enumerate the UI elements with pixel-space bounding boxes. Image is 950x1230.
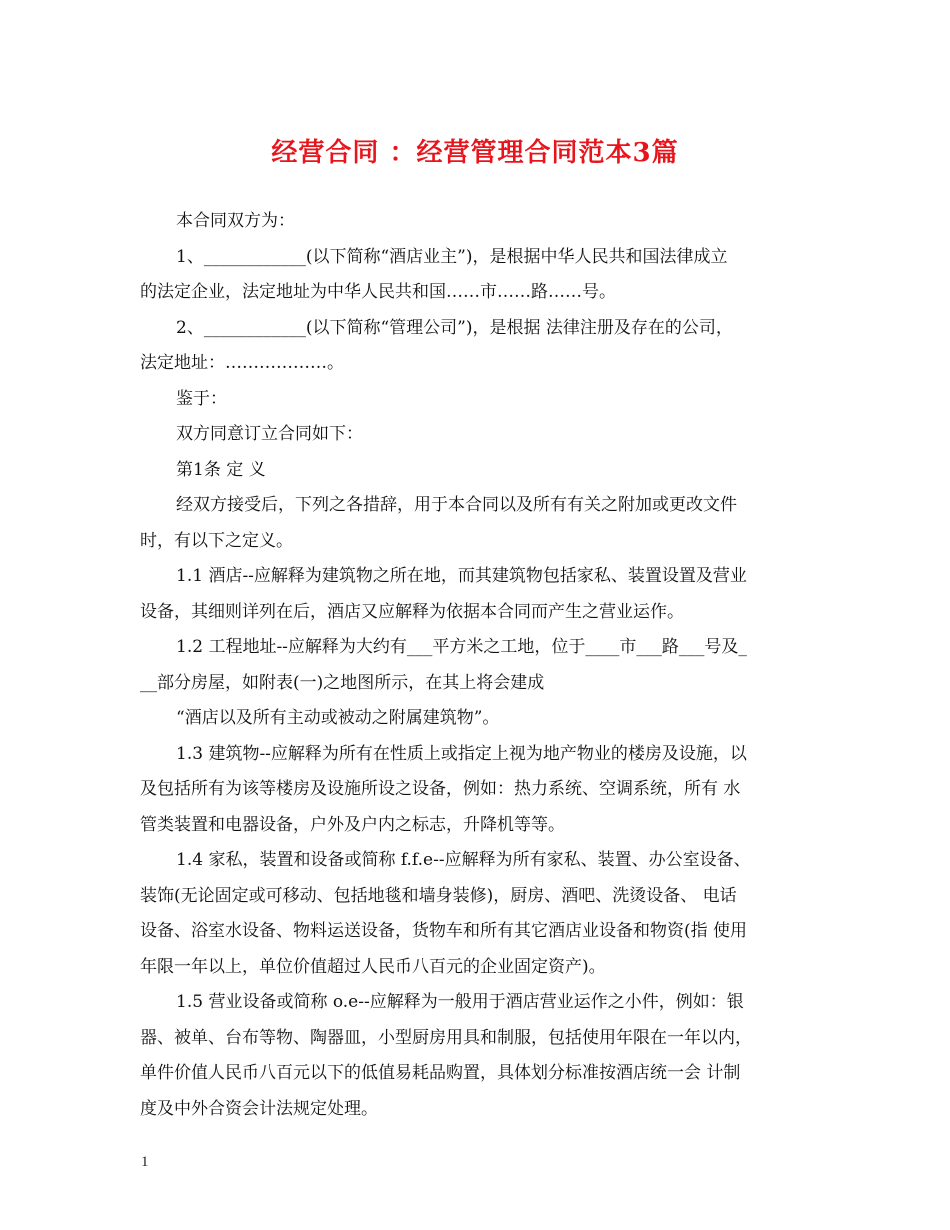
paragraph-line: 1.4 家私，装置和设备或简称 f.f.e--应解释为所有家私、装置、办公室设备、 <box>176 850 751 870</box>
paragraph-line: 装饰(无论固定或可移动、包括地毯和墙身装修)，厨房、酒吧、洗烫设备、 电话 <box>140 885 737 906</box>
paragraph-line: “酒店以及所有主动或被动之附属建筑物”。 <box>176 708 500 728</box>
document-title: 经营合同 ：经营管理合同范本3篇 <box>271 138 679 168</box>
paragraph-line: 度及中外合资会计法规定处理。 <box>140 1098 378 1119</box>
paragraph-line: 1.2 工程地址--应解释为大约有___平方米之工地，位于____市___路___号及_ <box>176 637 747 657</box>
paragraph-line: 单件价值人民币八百元以下的低值易耗品购置，具体划分标准按酒店统一会 计制 <box>140 1063 741 1083</box>
paragraph-line: 1、____________(以下简称“酒店业主”)，是根据中华人民共和国法律成立 <box>176 246 728 267</box>
paragraph-line: 1.3 建筑物--应解释为所有在性质上或指定上视为地产物业的楼房及设施，以 <box>176 743 747 764</box>
paragraph-line: 1.5 营业设备或简称 o.e--应解释为一般用于酒店营业运作之小件，例如：银 <box>176 992 744 1012</box>
paragraph-line: 鉴于： <box>176 388 227 409</box>
paragraph-line: 的法定企业，法定地址为中华人民共和国……市……路……号。 <box>140 282 616 302</box>
page-number: 1 <box>141 1154 149 1170</box>
paragraph-line: 及包括所有为该等楼房及设施所设之设备，例如：热力系统、空调系统，所有 水 <box>140 779 741 799</box>
paragraph-line: 时，有以下之定义。 <box>140 530 293 551</box>
article-heading: 第1条 定 义 <box>176 459 266 480</box>
paragraph-line: 1.1 酒店--应解释为建筑物之所在地，而其建筑物包括家私、装置设置及营业 <box>176 566 747 586</box>
paragraph-line: 年限一年以上，单位价值超过人民币八百元的企业固定资产)。 <box>140 956 606 977</box>
paragraph-line: __部分房屋，如附表(一)之地图所示，在其上将会建成 <box>140 672 545 693</box>
paragraph-line: 本合同双方为： <box>176 211 295 231</box>
paragraph-line: 器、被单、台布等物、陶器皿，小型厨房用具和制服，包括使用年限在一年以内， <box>140 1027 752 1048</box>
paragraph-line: 法定地址：………………。 <box>140 353 344 373</box>
paragraph-line: 2、____________(以下简称“管理公司”)，是根据 法律注册及存在的公司， <box>176 317 733 338</box>
paragraph-line: 双方同意订立合同如下： <box>176 424 363 444</box>
paragraph-line: 设备、浴室水设备、物料运送设备，货物车和所有其它酒店业设备和物资(指 使用 <box>140 921 748 941</box>
paragraph-line: 经双方接受后，下列之各措辞，用于本合同以及所有有关之附加或更改文件 <box>176 495 737 515</box>
paragraph-line: 设备，其细则详列在后，酒店又应解释为依据本合同而产生之营业运作。 <box>140 601 684 622</box>
document-body <box>140 204 830 1127</box>
paragraph-line: 管类装置和电器设备，户外及户内之标志，升降机等等。 <box>140 814 565 835</box>
